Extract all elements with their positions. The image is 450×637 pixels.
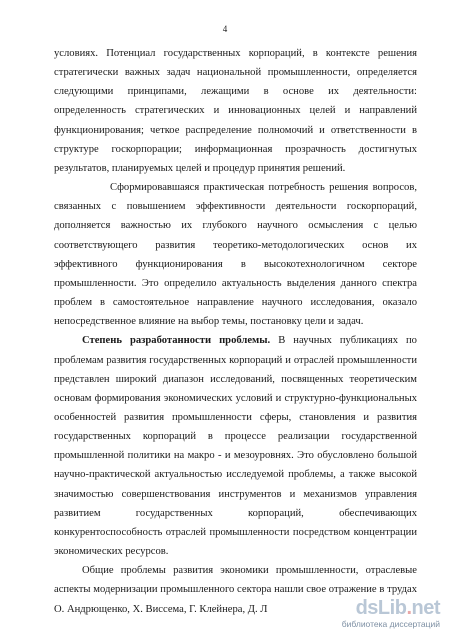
- text-line: аспекты модернизации промышленного сектора нашли свое отражение в трудах: [54, 584, 417, 596]
- text-line: научно-практической актуальностью исследуемой проблемы, а также высокой: [54, 469, 417, 481]
- text-line: дополняется важностью их глубокого научного осмысления с целью: [54, 220, 417, 232]
- text-line: конкурентоспособность отраслей промышленности посредством концентрации: [54, 526, 417, 538]
- text-line: структуре госкорпорации; информационная прозрачность достигнутых: [54, 143, 417, 155]
- text-line: промышленной политики на макро - и мезоуровнях. Это обусловлено большой: [54, 450, 417, 462]
- text-line: эффективного функционирования в высокотехнологичном секторе: [54, 258, 417, 270]
- text-line: экономических ресурсов.: [54, 546, 169, 558]
- text-line: условиях. Потенциал государственных корпораций, в контексте решения: [54, 48, 417, 59]
- document-body: [54, 44, 417, 619]
- text-line: проблемам развития государственных корпораций и отраслей промышленности: [54, 354, 417, 366]
- text-line: результатов, планируемых целей и процедур принятия решений.: [54, 162, 346, 174]
- text-line: соответствующего развития теоретико-методологических основ их: [54, 239, 417, 251]
- watermark-subtitle: библиотека диссертаций: [341, 619, 440, 629]
- page-number: 4: [222, 24, 228, 34]
- text-line: основам формирования экономических условий и структурно-функциональных: [54, 392, 417, 404]
- text-line: представлен широкий диапазон исследований, посвященных теоретическим: [54, 373, 417, 385]
- text-line: Общие проблемы развития экономики промышленности, отраслевые: [82, 565, 417, 577]
- text-fragment: В научных публикациях по: [270, 335, 417, 347]
- text-line: непосредственное влияние на выбор темы, постановку цели и задач.: [54, 316, 364, 328]
- dslib-logo: dsLib.net: [355, 597, 440, 619]
- text-line: функционирования; четкое распределение полномочий и ответственности в: [54, 124, 417, 136]
- text-line: государственных корпораций в процессе реализации государственной: [54, 431, 417, 443]
- text-line: связанных с повышением эффективности деятельности госкорпораций,: [54, 201, 417, 213]
- paragraph-2: [54, 178, 417, 331]
- text-line: определенность стратегических и инновационных целей и направлений: [54, 105, 417, 117]
- text-line: развитием государственных корпораций, обеспечивающих: [54, 507, 417, 519]
- paragraph-1: [54, 44, 417, 178]
- text-line: Сформировавшаяся практическая потребность решения вопросов,: [110, 182, 417, 194]
- text-line: значимостью совершенствования инструментов и механизмов управления: [54, 488, 417, 500]
- paragraph-3: [54, 331, 417, 561]
- text-line: [54, 331, 417, 350]
- dslib-watermark: [332, 597, 442, 631]
- text-line: промышленности. Это определило актуальность выделения данного спектра: [54, 277, 417, 289]
- section-heading-inline: Степень разработанности проблемы.: [82, 335, 271, 347]
- text-line: следующими принципами, лежащими в основе их деятельности:: [54, 86, 417, 98]
- text-line: особенностей развития промышленности сферы, становления и развития: [54, 411, 417, 423]
- text-line: О. Андрющенко, Х. Виссема, Г. Клейнера, Д. Л: [54, 603, 268, 615]
- text-line: проблем в самостоятельное направление научного исследования, оказало: [54, 297, 417, 309]
- text-line: стратегически важных задач национальной промышленности, определяется: [54, 67, 417, 79]
